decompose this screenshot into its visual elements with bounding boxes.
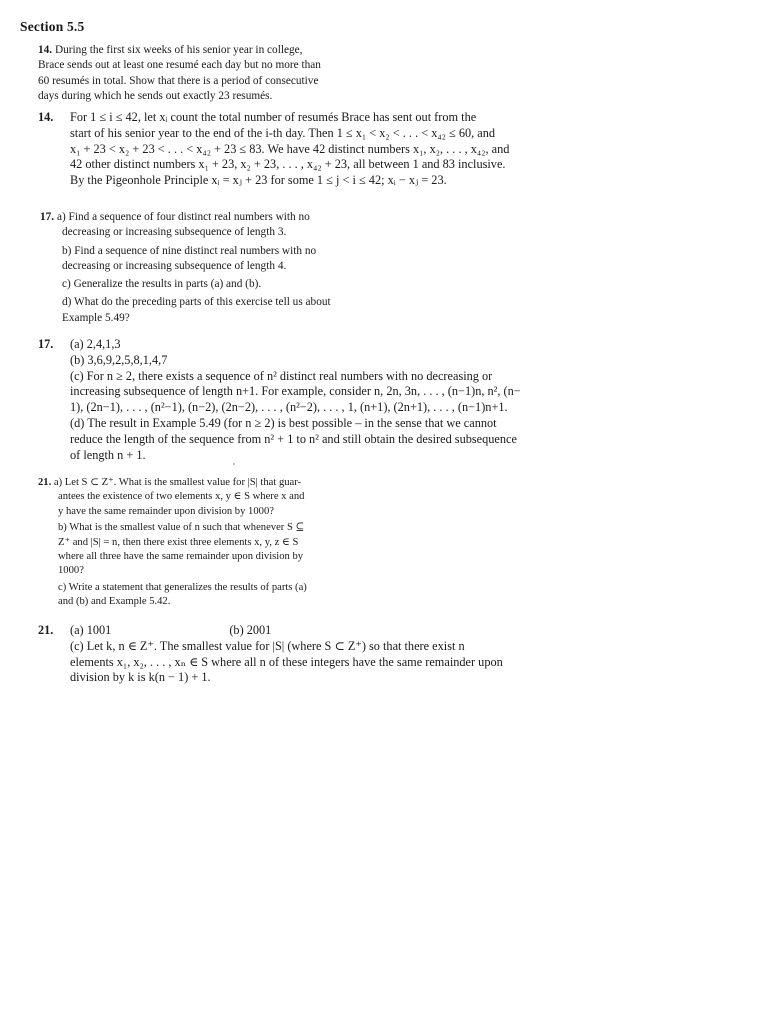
solution-17-line-3: (c) For n ≥ 2, there exists a sequence of n² distinct real numbers with no decreasing or: [70, 368, 493, 383]
solution-number: 21.: [38, 623, 54, 637]
solution-17-line-5: 1), (2n−1), . . . , (n²−1), (n−2), (2n−2), . . . , (n²−2), . . . , 1, (n+1), (2n+1), . . . , (n−1)n+1.: [70, 400, 508, 415]
solution-number: 17.: [38, 337, 54, 351]
solution-17-line-7: reduce the length of the sequence from n² + 1 to n² and still obtain the desired subsequence: [70, 431, 517, 446]
exercise-17: 17. a) Find a sequence of four distinct real numbers with no decreasing or increasing subsequence of length 3. b) Find a sequence of nine distinct real numbers with no decreasing or increasing subsequence of length 4. c) Generalize the results in parts (a) and (b). d) What do the preceding parts of this exercise tell us about Example 5.49?: [40, 211, 331, 324]
exercise-21-part-a: 21. a) Let S ⊂ Z⁺. What is the smallest value for |S| that guar-: [38, 477, 302, 488]
exercise-21-part-c: c) Write a statement that generalizes the results of parts (a): [58, 581, 307, 593]
solution-14-line-3: x₁ + 23 < x₂ + 23 < . . . < x₄₂ + 23 ≤ 83. We have 42 distinct numbers x₁, x₂, . . . , x₄₂, and: [70, 141, 510, 156]
solution-21-part-a: (a) 1001: [70, 623, 112, 637]
solution-17-line-4: increasing subsequence of length n+1. For example, consider n, 2n, 3n, . . . , (n−1)n, n², (n−: [70, 384, 521, 399]
exercise-number: 17.: [40, 211, 55, 223]
section-heading: Section 5.5: [20, 19, 85, 34]
exercise-21-part-b: b) What is the smallest value of n such that whenever S ⊆: [58, 522, 305, 534]
exercise-14-line-1: 14. During the first six weeks of his senior year in college,: [38, 44, 303, 56]
exercise-17-part-a: 17. a) Find a sequence of four distinct real numbers with no: [40, 211, 310, 223]
solution-21-line-4: division by k is k(n − 1) + 1.: [70, 670, 211, 685]
solution-17-line-2: (b) 3,6,9,2,5,8,1,4,7: [70, 352, 168, 367]
exercise-17-part-c: c) Generalize the results in parts (a) and (b).: [62, 278, 262, 291]
solution-14-line-4: 42 other distinct numbers x₁ + 23, x₂ + 23, . . . , x₄₂ + 23, all between 1 and 83 inclusive.: [70, 157, 506, 172]
exercise-14-line-3: 60 resumés in total. Show that there is a period of consecutive: [38, 74, 319, 87]
solution-17-line-6: (d) The result in Example 5.49 (for n ≥ 2) is best possible – in the sense that we cannot: [70, 415, 497, 430]
solution-17: [38, 337, 521, 463]
solution-21-line-2: (c) Let k, n ∈ Z⁺. The smallest value for |S| (where S ⊂ Z⁺) so that there exist n: [70, 638, 465, 653]
solution-21-line-1: [70, 623, 503, 639]
exercise-14: [38, 43, 321, 104]
exercise-number: 14.: [38, 44, 53, 56]
exercise-14-line-2: Brace sends out at least one resumé each day but no more than: [38, 59, 321, 72]
solution-17-line-8: of length n + 1.: [70, 447, 146, 462]
solution-14-line-5: By the Pigeonhole Principle xᵢ = xⱼ + 23 for some 1 ≤ j < i ≤ 42; xᵢ − xⱼ = 23.: [70, 173, 447, 188]
exercise-17-part-b: b) Find a sequence of nine distinct real numbers with no: [62, 244, 317, 257]
exercise-number: 21.: [38, 477, 52, 488]
exercise-21: 21. a) Let S ⊂ Z⁺. What is the smallest value for |S| that guar- antees the existence of two elements x, y ∈ S where x and y have the same remainder upon division by 1000? b) What is the smallest value of n such that whenever S ⊆ Z⁺ and |S| = n, then there exist three elements x, y, z ∈ S where all three have the same remainder upon division by 1000? c) Write a statement that generalizes the results of parts (a) and (b) and Example 5.42.: [38, 477, 307, 608]
solution-21: [38, 623, 503, 686]
exercise-17-part-d: d) What do the preceding parts of this exercise tell us about: [62, 296, 331, 309]
solution-14: [38, 110, 510, 189]
solution-14-line-2: start of his senior year to the end of the i-th day. Then 1 ≤ x₁ < x₂ < . . . < x₄₂ ≤ 60, and: [70, 125, 496, 140]
scan-speck: [233, 463, 235, 465]
solution-14-line-1: For 1 ≤ i ≤ 42, let xᵢ count the total number of resumés Brace has sent out from the: [70, 110, 477, 124]
solution-17-line-1: (a) 2,4,1,3: [70, 337, 121, 351]
exercise-14-line-4: days during which he sends out exactly 23 resumés.: [38, 89, 273, 102]
solution-number: 14.: [38, 110, 54, 124]
solution-21-part-b: (b) 2001: [229, 623, 272, 637]
solution-21-line-3: elements x₁, x₂, . . . , xₙ ∈ S where all n of these integers have the same remainder upon: [70, 654, 503, 669]
